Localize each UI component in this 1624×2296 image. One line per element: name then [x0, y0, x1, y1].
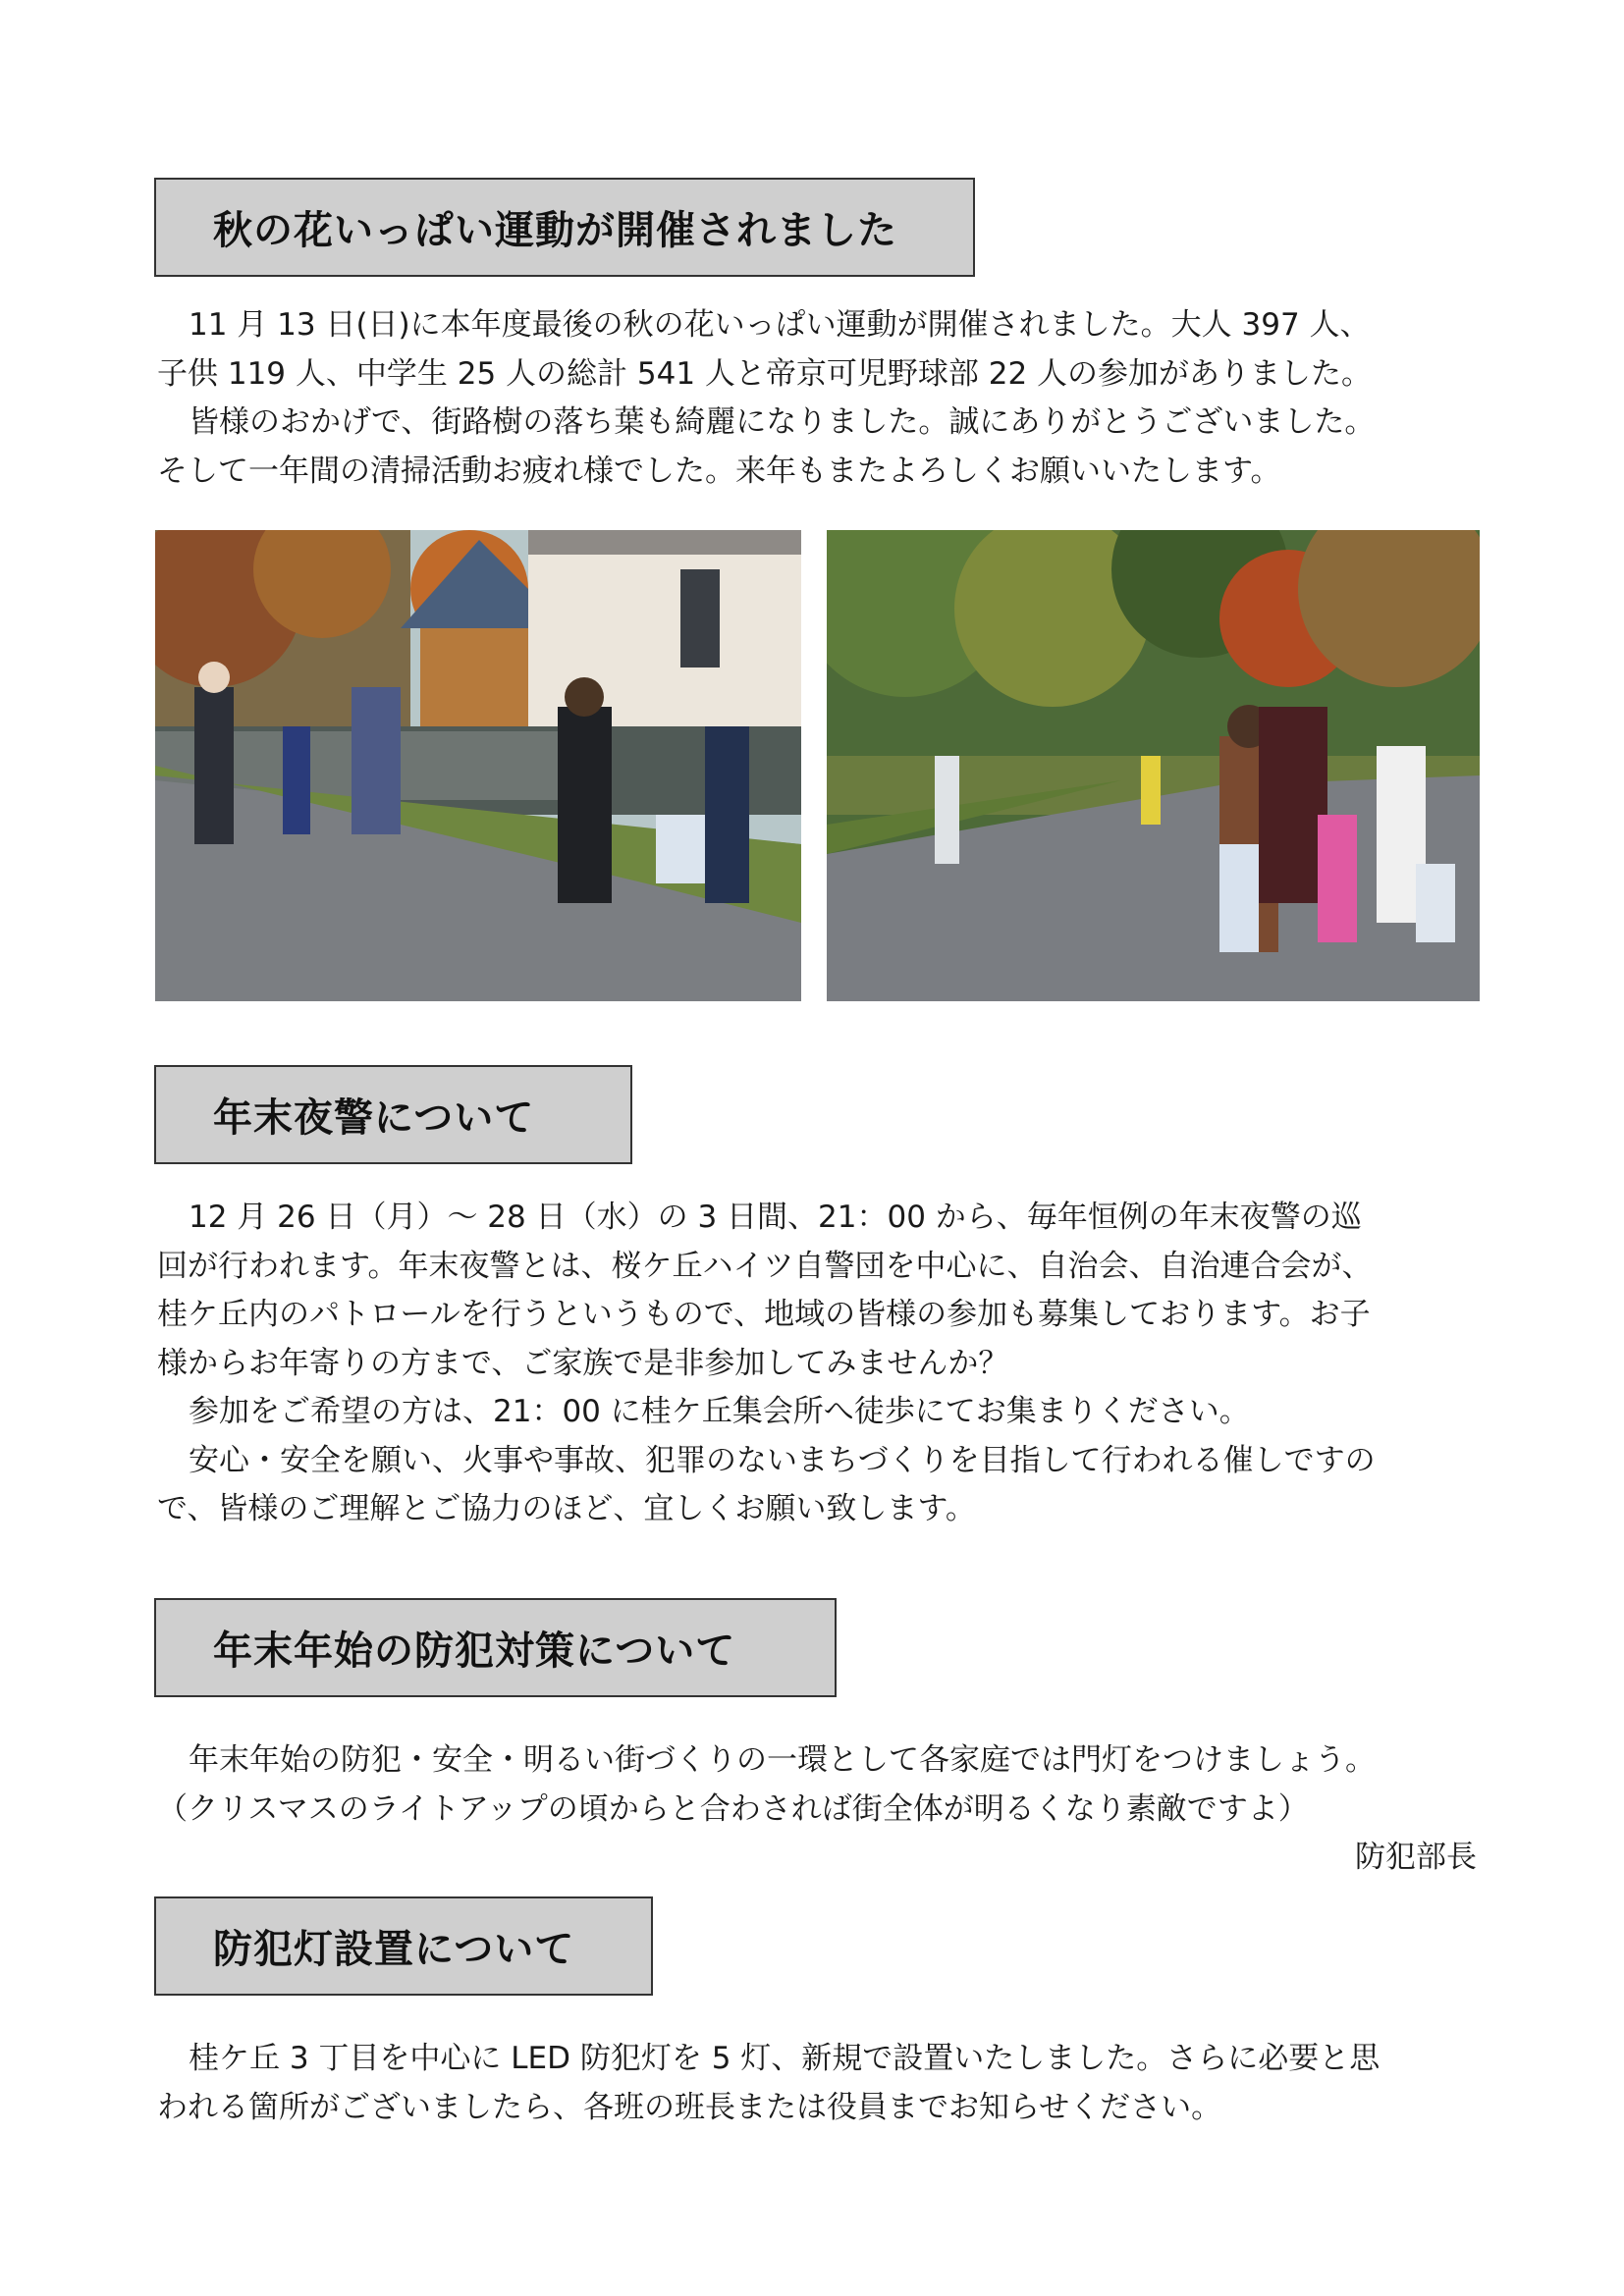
- paragraph-line: 桂ケ丘 3 丁目を中心に LED 防犯灯を 5 灯、新規で設置いたしました。さらに必要と思: [189, 2041, 1380, 2076]
- paragraph-line: 回が行われます。年末夜警とは、桜ケ丘ハイツ自警団を中心に、自治会、自治連合会が、: [157, 1248, 1373, 1284]
- section-heading-year-end-patrol: 年末夜警について: [154, 1065, 632, 1164]
- paragraph-line: で、皆様のご理解とご協力のほど、宜しくお願い致します。: [157, 1491, 976, 1526]
- section-heading-flower-campaign: 秋の花いっぱい運動が開催されました: [154, 178, 975, 277]
- streetlight-installation-text: [157, 2035, 1483, 2132]
- paragraph-line: 様からお年寄りの方まで、ご家族で是非参加してみませんか？: [157, 1345, 1009, 1381]
- paragraph-line: 皆様のおかげで、街路樹の落ち葉も綺麗になりました。誠にありがとうございました。: [189, 404, 1376, 440]
- paragraph-line: （クリスマスのライトアップの頃からと合わされば街全体が明るくなり素敵ですよ）: [157, 1790, 1309, 1827]
- paragraph-line: そして一年間の清掃活動お疲れ様でした。来年もまたよろしくお願いいたします。: [157, 453, 1281, 489]
- paragraph-line: われる箇所がございましたら、各班の班長または役員までお知らせください。: [157, 2089, 1222, 2125]
- cleanup-photo-1: [155, 530, 801, 1001]
- paragraph-line: 安心・安全を願い、火事や事故、犯罪のないまちづくりを目指して行われる催しですの: [189, 1442, 1376, 1478]
- section-heading-crime-prevention: 年末年始の防犯対策について: [154, 1598, 837, 1697]
- paragraph-line: 桂ケ丘内のパトロールを行うというもので、地域の皆様の参加も募集しております。お子: [157, 1297, 1371, 1332]
- year-end-patrol-text: [157, 1194, 1483, 1534]
- paragraph-line: 子供 119 人、中学生 25 人の総計 541 人と帝京可児野球部 22 人の参加がありました。: [157, 355, 1373, 392]
- paragraph-line: 12 月 26 日（月）～ 28 日（水）の 3 日間、21：00 から、毎年恒例の年末夜警の巡: [189, 1200, 1362, 1235]
- paragraph-line: 11 月 13 日(日)に本年度最後の秋の花いっぱい運動が開催されました。大人 397 人、: [189, 307, 1371, 343]
- flower-campaign-text: [157, 301, 1483, 496]
- crime-prevention-text: [157, 1736, 1483, 1834]
- signature: 防犯部長: [1355, 1840, 1477, 1875]
- section-heading-streetlight-installation: 防犯灯設置について: [154, 1896, 653, 1996]
- cleanup-photo-2: [827, 530, 1480, 1001]
- paragraph-line: 年末年始の防犯・安全・明るい街づくりの一環として各家庭では門灯をつけましょう。: [189, 1742, 1376, 1778]
- paragraph-line: 参加をご希望の方は、21：00 に桂ケ丘集会所へ徒歩にてお集まりください。: [189, 1394, 1250, 1429]
